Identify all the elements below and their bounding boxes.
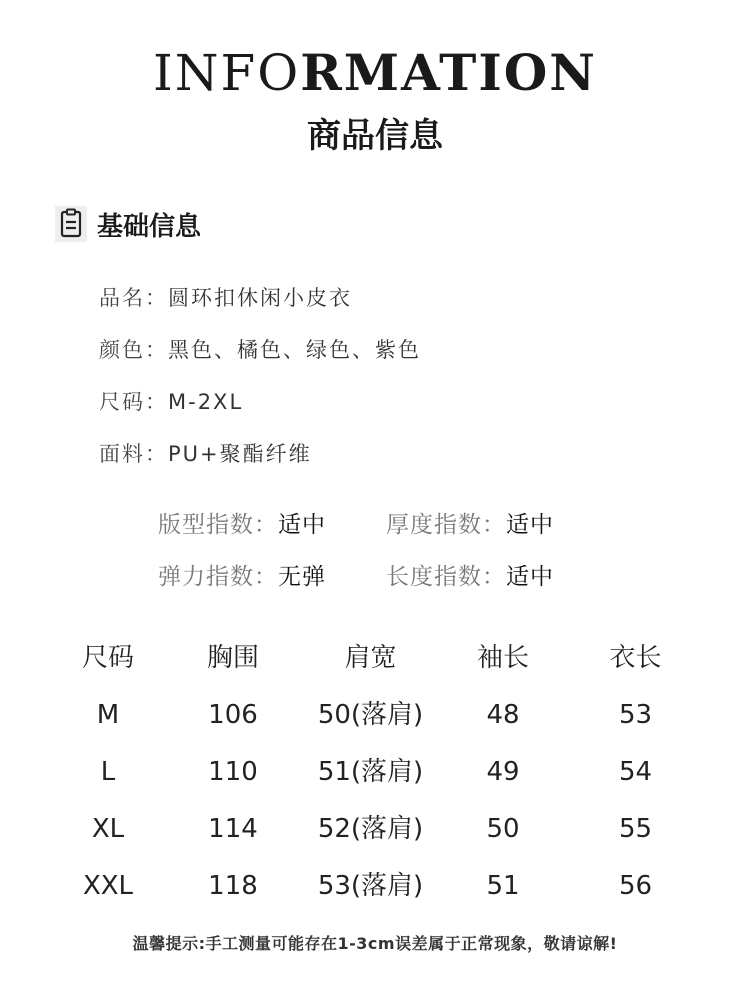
table-cell: 50 <box>486 814 520 844</box>
table-cell: 53 <box>618 700 653 730</box>
table-row <box>48 801 708 858</box>
index-item <box>386 551 554 603</box>
measurement-note: 温馨提示:手工测量可能存在1-3cm误差属于正常现象，敬请谅解! <box>132 934 618 953</box>
index-value: 适中 <box>278 512 326 538</box>
index-item <box>386 499 554 551</box>
index-label: 长度指数： <box>386 564 506 590</box>
index-row <box>158 499 554 551</box>
basic-info-list <box>99 272 421 480</box>
index-value: 适中 <box>506 512 554 538</box>
table-header-cell: 袖长 <box>476 643 529 673</box>
index-item <box>158 551 386 603</box>
table-cell: L <box>100 757 116 787</box>
index-value: 适中 <box>506 564 554 590</box>
info-value: M-2XL <box>168 390 244 414</box>
table-cell: 48 <box>486 700 520 730</box>
table-cell: 53(落肩) <box>317 871 424 901</box>
index-label: 版型指数： <box>158 512 278 538</box>
title-thin: INFO <box>153 44 301 102</box>
index-grid <box>158 499 554 603</box>
table-cell: 110 <box>208 757 258 787</box>
table-cell: XXL <box>82 871 134 901</box>
info-label: 颜色： <box>99 338 168 362</box>
table-cell: 52(落肩) <box>317 814 424 844</box>
table-cell: 51(落肩) <box>317 757 424 787</box>
page-title <box>0 42 750 104</box>
info-value: PU+聚酯纤维 <box>168 442 312 466</box>
table-cell: 51 <box>486 871 520 901</box>
info-row-name <box>99 272 421 324</box>
index-label: 弹力指数： <box>158 564 278 590</box>
index-row <box>158 551 554 603</box>
table-row <box>48 858 708 915</box>
table-header-cell: 肩宽 <box>344 643 397 673</box>
page-subtitle: 商品信息 <box>307 116 443 156</box>
info-row-color <box>99 324 421 376</box>
index-value: 无弹 <box>278 564 326 590</box>
info-row-fabric <box>99 428 421 480</box>
index-item <box>158 499 386 551</box>
table-cell: 49 <box>486 757 520 787</box>
table-cell: 114 <box>208 814 258 844</box>
table-row <box>48 744 708 801</box>
info-label: 面料： <box>99 442 168 466</box>
table-cell: 50(落肩) <box>317 700 424 730</box>
section-header <box>55 204 201 244</box>
table-row <box>48 687 708 744</box>
clipboard-icon <box>55 206 87 242</box>
index-label: 厚度指数： <box>386 512 506 538</box>
info-row-size <box>99 376 421 428</box>
table-cell: 55 <box>618 814 653 844</box>
table-header-cell: 衣长 <box>609 643 662 673</box>
table-header-row <box>48 630 708 687</box>
table-cell: M <box>96 700 120 730</box>
size-table <box>48 630 708 915</box>
info-label: 品名： <box>99 286 168 310</box>
table-header-cell: 胸围 <box>206 643 259 673</box>
table-cell: 118 <box>208 871 258 901</box>
table-cell: 56 <box>618 871 653 901</box>
table-cell: 54 <box>618 757 653 787</box>
info-value: 黑色、橘色、绿色、紫色 <box>168 338 421 362</box>
info-value: 圆环扣休闲小皮衣 <box>168 286 352 310</box>
title-bold: RMATION <box>300 43 597 102</box>
section-title: 基础信息 <box>97 211 202 242</box>
info-label: 尺码： <box>99 390 168 414</box>
table-cell: XL <box>91 814 125 844</box>
table-cell: 106 <box>208 700 258 730</box>
table-header-cell: 尺码 <box>81 643 134 673</box>
